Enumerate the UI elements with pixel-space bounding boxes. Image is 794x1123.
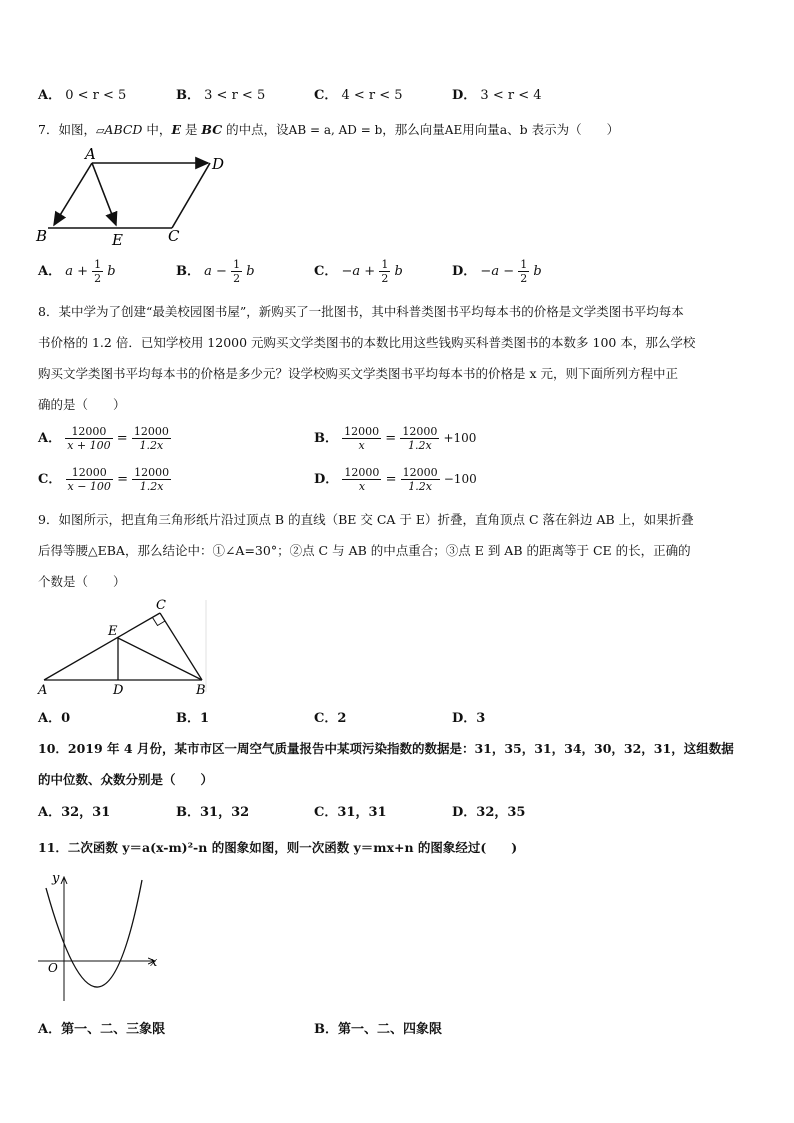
q9-option-d: D．3 bbox=[452, 711, 486, 726]
label-d: D bbox=[113, 683, 124, 698]
fraction: $\frac{1}{2}$ bbox=[233, 258, 241, 285]
label-c: C bbox=[156, 598, 166, 613]
q8-stem-line3: 购买文学类图书平均每本书的价格是多少元？设学校购买文学类图书平均每本书的价格是 x 元，则下面所列方程中正 bbox=[38, 366, 678, 381]
q7-stem: 7．如图，▱ABCD 中，E 是 BC 的中点，设AB = a, AD = b，那么向量AE用向量a、b 表示为（ ） bbox=[38, 122, 620, 137]
label-a: A bbox=[85, 145, 96, 163]
option-text: 0 < r < 5 bbox=[65, 88, 127, 103]
q10-option-d: D．32，35 bbox=[452, 805, 526, 820]
q10-option-a: A．32，31 bbox=[38, 805, 111, 820]
q9-stem-line2: 后得等腰△EBA，那么结论中：①∠A=30°；②点 C 与 AB 的中点重合；③点 E 到 AB 的距离等于 CE 的长，正确的 bbox=[38, 543, 691, 558]
parabola-curve bbox=[46, 880, 142, 987]
label-e: E bbox=[112, 231, 123, 249]
label-d: D bbox=[212, 155, 225, 173]
option-label: D． bbox=[314, 472, 339, 487]
q9-option-c: C．2 bbox=[314, 711, 347, 726]
q11-stem: 11．二次函数 y＝a(x-m)²-n 的图象如图，则一次函数 y＝mx+n 的图象经过( ) bbox=[38, 840, 518, 855]
q7-option-b: B． a − $\frac{1}{2}$ b bbox=[176, 258, 255, 285]
label-c: C bbox=[168, 227, 180, 245]
q6-option-d bbox=[452, 84, 542, 103]
q10-option-b: B．31，32 bbox=[176, 805, 250, 820]
label-b: B bbox=[36, 227, 48, 245]
q11-parabola-figure bbox=[32, 868, 172, 1008]
option-text: 3 < r < 5 bbox=[204, 88, 266, 103]
segment-cd bbox=[172, 163, 210, 228]
label-e: E bbox=[108, 624, 118, 639]
fraction: $\frac{1}{2}$ bbox=[381, 258, 389, 285]
option-label: C． bbox=[314, 264, 338, 279]
q7-option-a: A． a + $\frac{1}{2}$ b bbox=[38, 258, 116, 285]
q8-stem-line4: 确的是（ ） bbox=[38, 397, 126, 412]
q9-stem-line3: 个数是（ ） bbox=[38, 574, 126, 589]
option-label: A． bbox=[38, 264, 62, 279]
option-label: D． bbox=[452, 88, 477, 103]
option-label: C． bbox=[38, 472, 62, 487]
option-label: B． bbox=[176, 264, 200, 279]
q8-option-c: C． $\frac{12000}{x - 100}$ = $\frac{12000}{1.2x}$ bbox=[38, 466, 170, 493]
q7-option-c: C． −a + $\frac{1}{2}$ b bbox=[314, 258, 403, 285]
label-y: y bbox=[52, 871, 60, 886]
fraction: $\frac{1}{2}$ bbox=[94, 258, 102, 285]
q8-stem-line1: 8．某中学为了创建“最美校园图书屋”，新购买了一批图书，其中科普类图书平均每本书的价格是文学类图书平均每本 bbox=[38, 304, 684, 319]
option-label: A． bbox=[38, 431, 62, 446]
option-label: D． bbox=[452, 264, 477, 279]
q9-option-b: B．1 bbox=[176, 711, 210, 726]
q9-option-a: A．0 bbox=[38, 711, 71, 726]
option-label: A． bbox=[38, 88, 62, 103]
q6-option-b bbox=[176, 84, 265, 103]
option-label: B． bbox=[314, 431, 338, 446]
q6-option-a bbox=[38, 84, 126, 103]
segment-ac bbox=[44, 613, 160, 680]
q8-option-d: D． $\frac{12000}{x}$ = $\frac{12000}{1.2x}$ −100 bbox=[314, 466, 477, 493]
q8-option-b: B． $\frac{12000}{x}$ = $\frac{12000}{1.2x}$ +100 bbox=[314, 425, 477, 452]
q10-stem-line1: 10．2019 年 4 月份，某市市区一周空气质量报告中某项污染指数的数据是：31，35，31，34，30，32，31，这组数据 bbox=[38, 741, 734, 756]
q11-option-b: B．第一、二、四象限 bbox=[314, 1022, 443, 1037]
q8-option-a: A． $\frac{12000}{x + 100}$ = $\frac{12000}{1.2x}$ bbox=[38, 425, 169, 452]
option-label: B． bbox=[176, 88, 200, 103]
option-text: 3 < r < 4 bbox=[480, 88, 542, 103]
option-label: C． bbox=[314, 88, 338, 103]
q6-option-c bbox=[314, 84, 403, 103]
q7-option-d: D． −a − $\frac{1}{2}$ b bbox=[452, 258, 542, 285]
label-a: A bbox=[38, 683, 48, 698]
label-x: x bbox=[150, 955, 158, 970]
label-b: B bbox=[196, 683, 206, 698]
q7-parallelogram-figure bbox=[30, 145, 250, 250]
q11-option-a: A．第一、二、三象限 bbox=[38, 1022, 166, 1037]
option-text: 4 < r < 5 bbox=[341, 88, 403, 103]
q10-stem-line2: 的中位数、众数分别是（ ） bbox=[38, 772, 214, 787]
q8-stem-line2: 书价格的 1.2 倍．已知学校用 12000 元购买文学类图书的本数比用这些钱购买科普类图书的本数多 100 本，那么学校 bbox=[38, 335, 696, 350]
fraction: $\frac{1}{2}$ bbox=[520, 258, 528, 285]
q10-option-c: C．31，31 bbox=[314, 805, 387, 820]
q9-triangle-figure bbox=[30, 596, 220, 698]
label-origin: O bbox=[48, 961, 58, 975]
q9-stem-line1: 9．如图所示，把直角三角形纸片沿过顶点 B 的直线（BE 交 CA 于 E）折叠，直角顶点 C 落在斜边 AB 上，如果折叠 bbox=[38, 512, 694, 527]
vector-ab bbox=[54, 163, 92, 225]
vector-ae bbox=[92, 163, 116, 225]
